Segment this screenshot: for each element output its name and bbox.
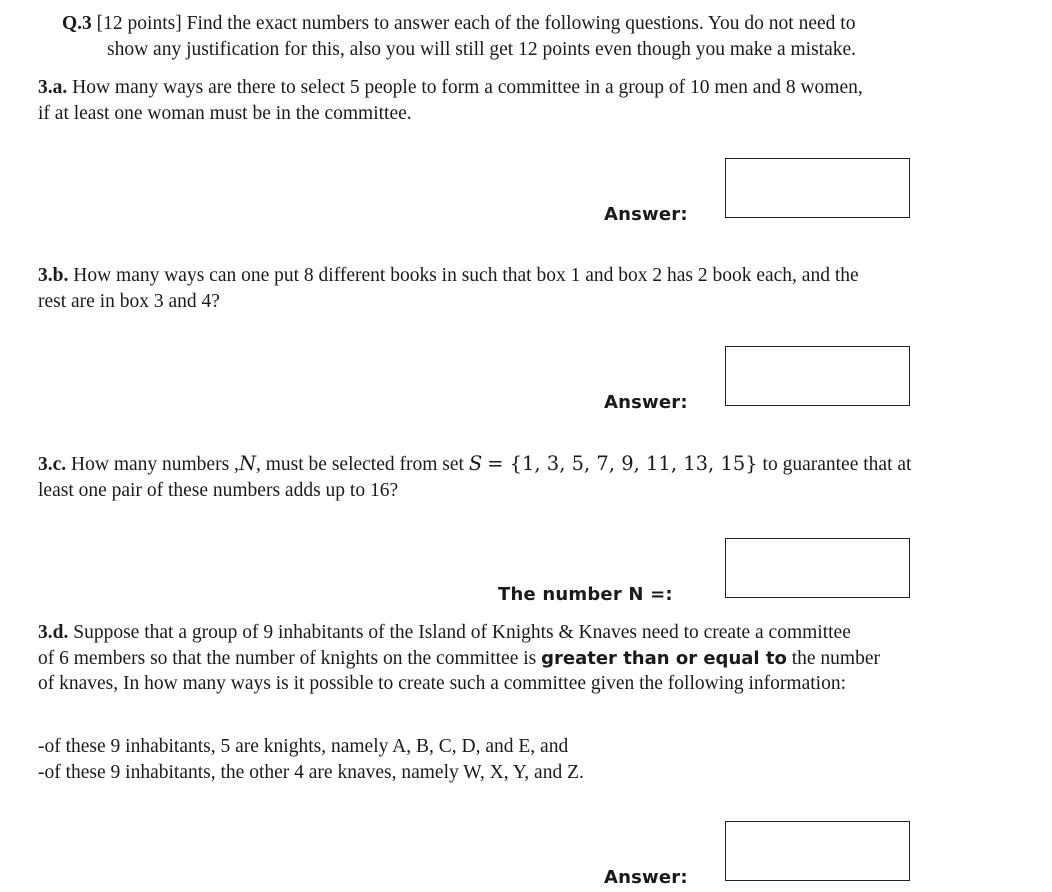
question-3d-line2-post: the number: [791, 647, 880, 669]
info-item-knaves: -of these 9 inhabitants, the other 4 are knaves, namely W, X, Y, and Z.: [38, 761, 584, 783]
question-3c: [38, 451, 1023, 503]
answer-3c-label: The number N =:: [498, 584, 673, 605]
variable-n: N: [238, 452, 256, 475]
question-3-label: Q.3: [62, 13, 92, 34]
question-3a-label: 3.a.: [38, 77, 68, 98]
question-3c-text-mid: , must be selected from set: [256, 454, 464, 475]
question-3b-line2: rest are in box 3 and 4?: [38, 290, 220, 312]
answer-3a-label: Answer:: [604, 204, 688, 225]
question-3a-line2: if at least one woman must be in the committee.: [38, 102, 412, 124]
question-3c-text-pre: How many numbers ,: [71, 454, 239, 475]
question-3b-label: 3.b.: [38, 265, 69, 286]
question-3b-line1: How many ways can one put 8 different books in such that box 1 and box 2 has 2 book each, and the: [73, 265, 859, 286]
question-3-header: [62, 11, 1024, 62]
question-3d-line1: Suppose that a group of 9 inhabitants of the Island of Knights & Knaves need to create a committee: [73, 622, 851, 643]
answer-3c-box[interactable]: [725, 538, 910, 598]
answer-3b-box[interactable]: [725, 346, 910, 406]
set-definition: = {1, 3, 5, 7, 9, 11, 13, 15}: [487, 452, 758, 475]
question-3a-line1: How many ways are there to select 5 people to form a committee in a group of 10 men and 8 women,: [72, 77, 863, 98]
question-3-intro-line2: show any justification for this, also you will still get 12 points even though you make a mistake.: [107, 38, 857, 60]
question-3c-line2: least one pair of these numbers adds up to 16?: [38, 479, 399, 501]
question-3d-emphasis: greater than or equal to: [541, 647, 787, 669]
answer-3a-box[interactable]: [725, 158, 910, 218]
question-3c-label: 3.c.: [38, 454, 67, 475]
question-3c-text-post: to guarantee that at: [762, 454, 912, 475]
question-3d-info-list: [38, 734, 584, 785]
question-3d-line2-pre: of 6 members so that the number of knights on the committee is: [38, 647, 537, 669]
question-3b: [38, 263, 1023, 314]
question-3a: [38, 75, 1023, 126]
answer-3d-label: Answer:: [604, 867, 688, 888]
question-3d-line3: of knaves, In how many ways is it possible to create such a committee given the following information:: [38, 673, 846, 694]
question-3d-label: 3.d.: [38, 622, 69, 643]
question-3d: [38, 620, 1023, 697]
answer-3d-box[interactable]: [725, 821, 910, 881]
question-3-points: [12 points]: [96, 13, 182, 34]
info-item-knights: -of these 9 inhabitants, 5 are knights, namely A, B, C, D, and E, and: [38, 736, 569, 757]
question-3-intro-line1: Find the exact numbers to answer each of the following questions. You do not need to: [186, 13, 856, 34]
answer-3b-label: Answer:: [604, 392, 688, 413]
variable-s: S: [468, 452, 483, 475]
